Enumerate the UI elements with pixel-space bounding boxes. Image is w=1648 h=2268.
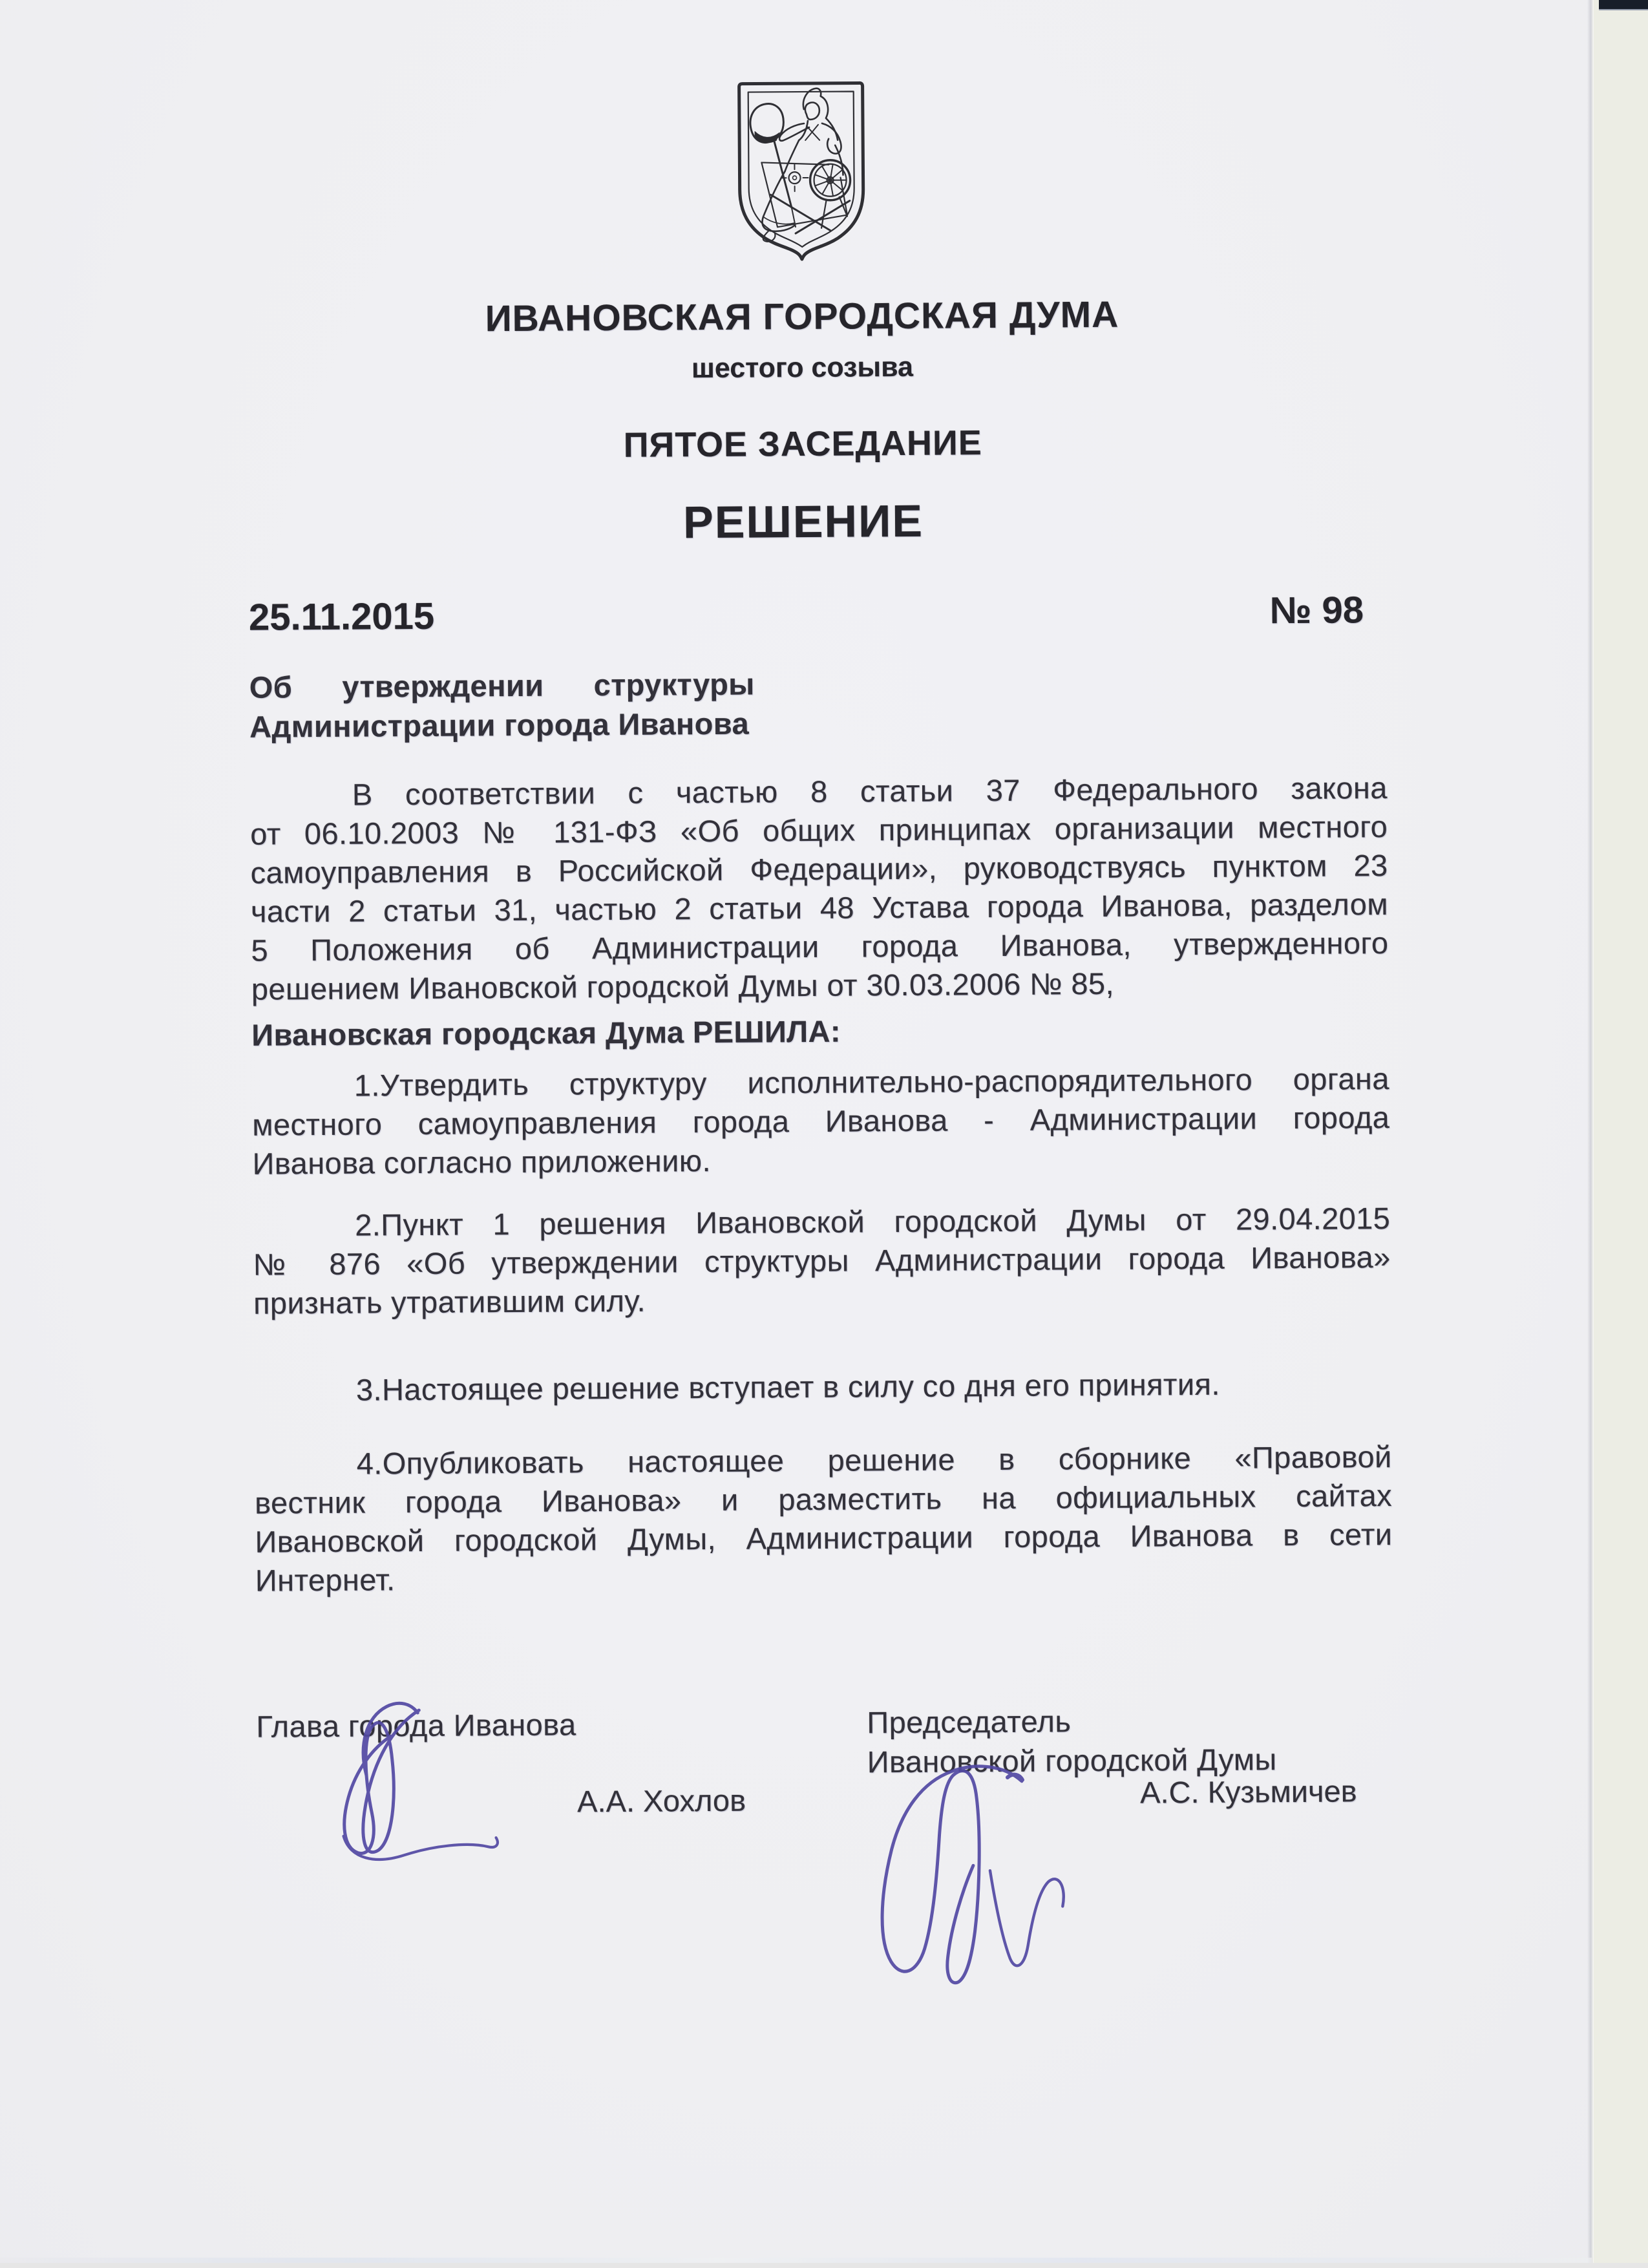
- right-signatory-title-line2: Ивановской городской Думы: [867, 1742, 1277, 1779]
- text-line: от 06.10.2003 № 131-ФЗ «Об общих принципах организации местного: [250, 809, 1388, 851]
- text-line: 2.Пункт 1 решения Ивановской городской Думы от 29.04.2015: [355, 1201, 1391, 1242]
- text-line: признать утратившим силу.: [253, 1283, 646, 1320]
- session-title: ПЯТОЕ ЗАСЕДАНИЕ: [623, 423, 983, 465]
- convocation-subtitle: шестого созыва: [691, 351, 914, 385]
- text-line: самоуправления в Российской Федерации», руководствуясь пунктом 23: [250, 848, 1388, 890]
- text-line: Ивановской городской Думы, Администрации города Иванова в сети: [255, 1517, 1393, 1559]
- resolution-item-2: [253, 1199, 1391, 1323]
- left-signatory-name: А.А. Хохлов: [577, 1783, 746, 1819]
- text-line: местного самоуправления города Иванова - Администрации города: [252, 1100, 1390, 1142]
- text-line: В соответствии с частью 8 статьи 37 Федерального закона: [352, 770, 1388, 812]
- ivanovo-coat-of-arms-icon: [732, 80, 872, 262]
- resolution-item-1: [252, 1059, 1390, 1183]
- text-line: решением Ивановской городской Думы от 30.03.2006 № 85,: [251, 966, 1115, 1006]
- document-number: № 98: [1269, 589, 1364, 632]
- text-line: вестник города Иванова» и разместить на официальных сайтах: [254, 1478, 1393, 1520]
- document-subject: [249, 664, 755, 747]
- right-signature-icon: [882, 1766, 1064, 1984]
- text-line: Иванова согласно приложению.: [252, 1143, 712, 1181]
- organization-title: ИВАНОВСКАЯ ГОРОДСКАЯ ДУМА: [485, 293, 1119, 340]
- resolution-item-3: [254, 1364, 1391, 1410]
- text-line: 1.Утвердить структуру исполнительно-распорядительного органа: [354, 1061, 1389, 1103]
- text-line: 4.Опубликовать настоящее решение в сборнике «Правовой: [356, 1439, 1392, 1481]
- right-signatory-name: А.С. Кузьмичев: [1139, 1774, 1357, 1810]
- right-signatory-title-line1: Председатель: [867, 1704, 1072, 1740]
- text-line: Интернет.: [255, 1562, 396, 1598]
- text-line: 5 Положения об Администрации города Иванова, утвержденного: [251, 926, 1389, 968]
- left-signatory-title: Глава города Иванова: [256, 1707, 576, 1744]
- scan-bottom-edge: [0, 2258, 1592, 2263]
- text-line: Администрации города Иванова: [249, 706, 750, 744]
- document-date: 25.11.2015: [248, 595, 435, 639]
- resolution-item-4: [255, 1437, 1393, 1600]
- preamble-paragraph: [250, 768, 1389, 1009]
- text-line: части 2 статьи 31, частью 2 статьи 48 Устава города Иванова, разделом: [250, 887, 1389, 929]
- resolution-heading: Ивановская городская Дума РЕШИЛА:: [251, 1013, 841, 1052]
- text-line: Об утверждении структуры: [249, 666, 755, 705]
- text-line: 3.Настоящее решение вступает в силу со дня его принятия.: [355, 1366, 1221, 1407]
- document-type-title: РЕШЕНИЕ: [682, 495, 924, 548]
- date-number-row: [249, 589, 1364, 638]
- text-line: № 876 «Об утверждении структуры Администрации города Иванова»: [253, 1240, 1391, 1282]
- right-signatory-title: [867, 1699, 1449, 1781]
